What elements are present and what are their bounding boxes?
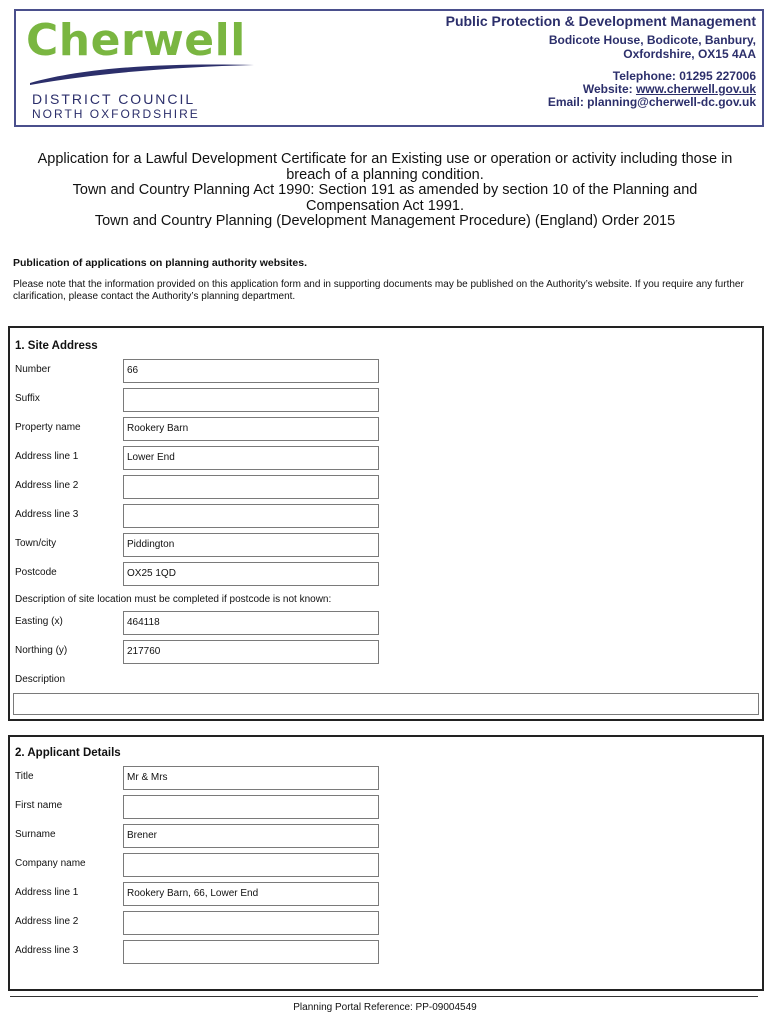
website-link[interactable]: www.cherwell.gov.uk [635,82,756,96]
field-label: Address line 3 [15,509,79,520]
field-label: Surname [15,829,56,840]
field-label: Address line 1 [15,451,79,462]
address-line-3-field[interactable] [123,504,379,528]
planning-portal-reference: Planning Portal Reference: PP-09004549 [293,1002,477,1013]
property-name-field[interactable]: Rookery Barn [123,417,379,441]
field-label: Title [15,771,34,782]
surname-field[interactable]: Brener [123,824,379,848]
title-line-3: Town and Country Planning Act 1990: Section 191 as amended by section 10 of the Planning and [72,182,698,198]
easting-field[interactable]: 464118 [123,611,379,635]
publication-note: Please note that the information provided on this application form and in supporting documents may be published on the Authority’s website. If you require any further clarification, please contact the Authority’s planning department. [13,279,744,302]
title-line-5: Town and Country Planning (Development Management Procedure) (England) Order 2015 [94,213,676,229]
email[interactable]: Email: planning@cherwell-dc.gov.uk [547,95,756,109]
footer-divider [10,996,758,997]
location-note: Description of site location must be completed if postcode is not known: [15,594,332,605]
field-label: Northing (y) [15,645,68,656]
logo-district-council: DISTRICT COUNCIL [32,91,196,107]
title-field[interactable]: Mr & Mrs [123,766,379,790]
title-line-1: Application for a Lawful Development Certificate for an Existing use or operation or activity including those in [37,151,733,167]
field-label: Address line 1 [15,887,79,898]
logo-north-oxfordshire: NORTH OXFORDSHIRE [32,107,200,121]
section-title: 1. Site Address [15,340,98,352]
site-address-section [8,326,764,721]
description-field[interactable] [13,693,759,715]
section-title: 2. Applicant Details [15,747,121,759]
field-label: Town/city [15,538,57,549]
field-label: First name [15,800,63,811]
postcode-field[interactable]: OX25 1QD [123,562,379,586]
town-city-field[interactable]: Piddington [123,533,379,557]
northing-field[interactable]: 217760 [123,640,379,664]
field-label: Address line 2 [15,916,79,927]
address-line-1-field[interactable]: Lower End [123,446,379,470]
field-label: Easting (x) [15,616,63,627]
address-line-2-field[interactable] [123,475,379,499]
form-title [0,152,770,230]
field-label: Address line 2 [15,480,79,491]
field-label: Suffix [15,393,40,404]
address-line-1: Bodicote House, Bodicote, Banbury, [548,33,756,47]
field-label: Number [15,364,51,375]
letterhead [14,9,764,127]
field-label: Property name [15,422,81,433]
council-logo-wordmark: Cherwell [26,15,246,66]
applicant-address-line-3-field[interactable] [123,940,379,964]
applicant-address-line-1-field[interactable]: Rookery Barn, 66, Lower End [123,882,379,906]
publication-heading: Publication of applications on planning authority websites. [13,257,308,269]
applicant-address-line-2-field[interactable] [123,911,379,935]
telephone: Telephone: 01295 227006 [612,69,756,83]
logo-swoosh-icon [26,61,256,87]
field-label: Company name [15,858,86,869]
department-name: Public Protection & Development Management [445,13,756,29]
number-field[interactable]: 66 [123,359,379,383]
field-label: Postcode [15,567,57,578]
website-prefix: Website: [582,82,636,96]
company-name-field[interactable] [123,853,379,877]
suffix-field[interactable] [123,388,379,412]
first-name-field[interactable] [123,795,379,819]
applicant-details-section [8,735,764,991]
field-label: Address line 3 [15,945,79,956]
title-line-2: breach of a planning condition. [286,166,484,183]
title-line-4: Compensation Act 1991. [306,197,464,214]
department-contact-block [446,13,756,109]
address-line-2: Oxfordshire, OX15 4AA [623,47,756,61]
description-label: Description [15,674,66,685]
